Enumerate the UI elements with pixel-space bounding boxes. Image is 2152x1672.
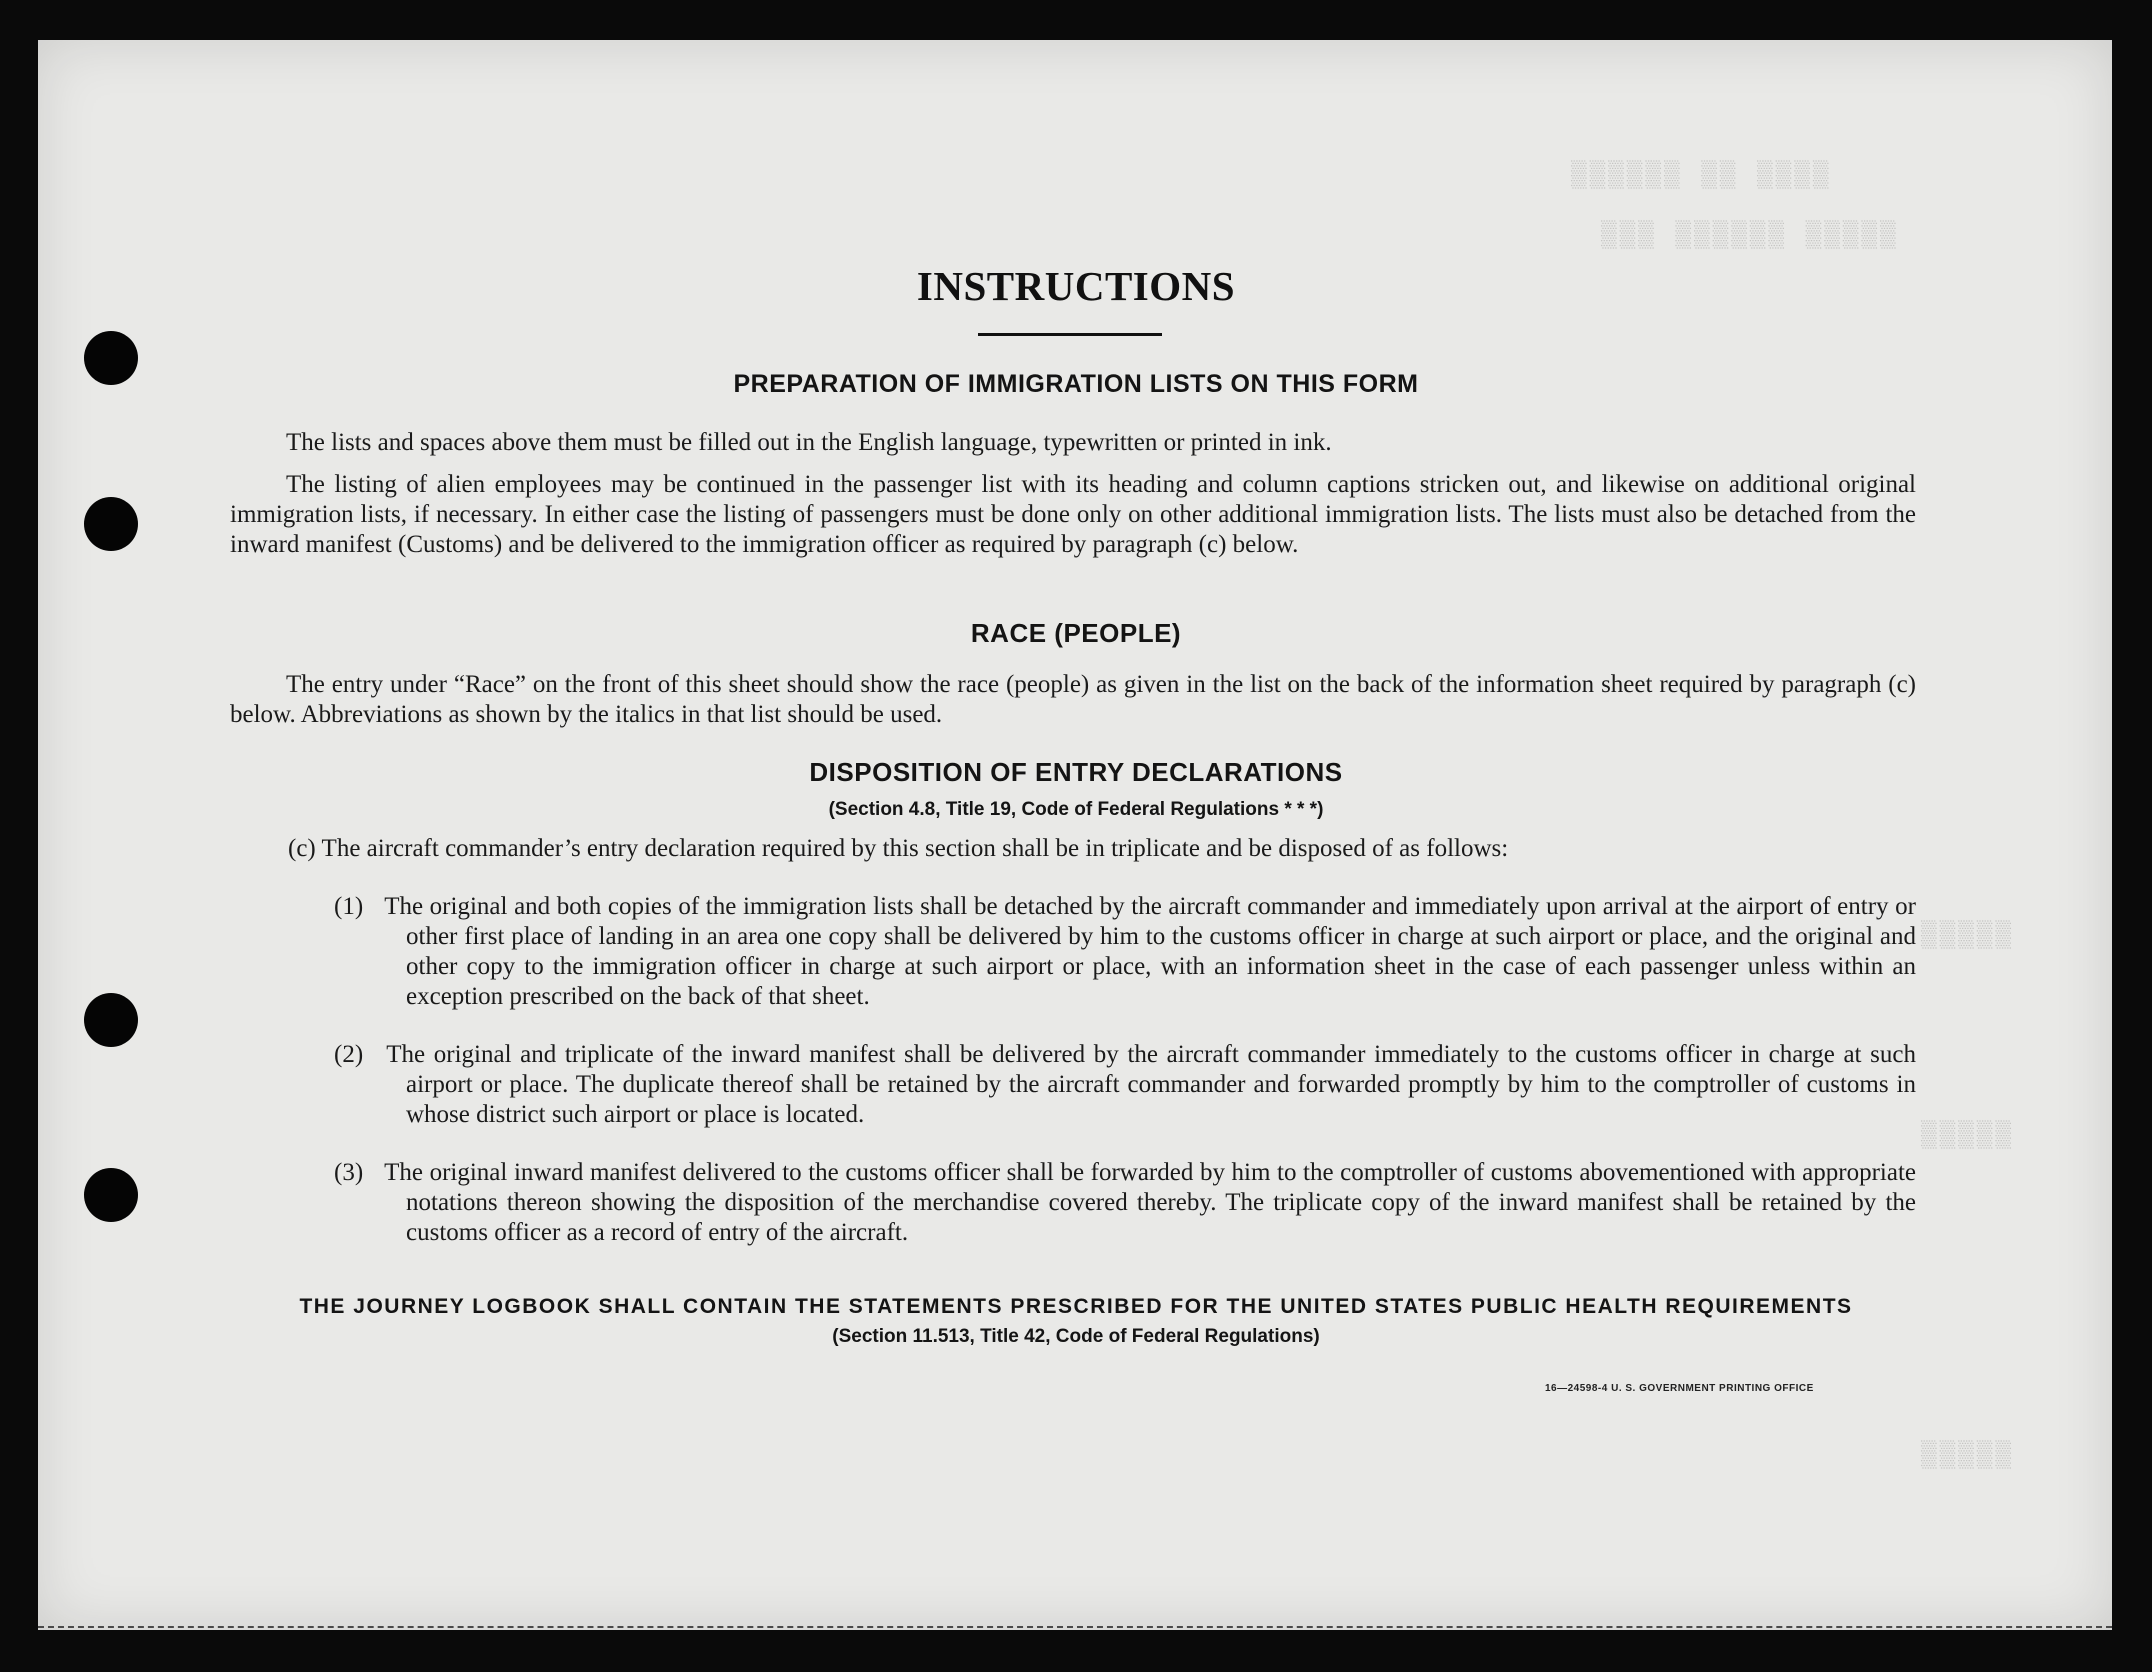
bleed-through-text: ▒▒▒▒▒ ▒▒▒▒▒▒ ▒▒▒ — [1598, 220, 1896, 250]
bleed-through-text: ▒▒▒▒ ▒▒ ▒▒▒▒▒▒ — [1568, 160, 1829, 190]
page-title: INSTRUCTIONS — [916, 263, 1236, 309]
item-text: The original and triplicate of the inward manifest shall be delivered by the aircraft commander immediately to the customs officer in charge at such airport or place. The duplicate thereof shall be retained by the aircraft commander and forwarded promptly by him to the comptroller of customs in whose district such airport or place is located. — [386, 1041, 1916, 1128]
preparation-paragraph-1: The lists and spaces above them must be filled out in the English language, typewritten or printed in ink. — [286, 429, 1332, 456]
printing-office-code: 16—24598-4 U. S. GOVERNMENT PRINTING OFFICE — [1545, 1383, 1814, 1394]
disposition-item — [334, 892, 1916, 1012]
item-text: The original and both copies of the immigration lists shall be detached by the aircraft commander and immediately upon arrival at the airport of entry or other first place of landing in an area one copy shall be delivered by him to the customs officer in charge at such airport or place, and the original and other copy to the immigration officer in charge at such airport or place, with an information sheet in the case of each passenger unless within an exception prescribed on the back of that sheet. — [384, 893, 1916, 1010]
title-underline — [978, 333, 1162, 336]
race-paragraph: The entry under “Race” on the front of this sheet should show the race (people) as given in the list on the back of the information sheet required by paragraph (c) below. Abbreviations as shown by the italics in that list should be used. — [230, 671, 1916, 728]
item-text: The original inward manifest delivered to the customs officer shall be forwarded by him to the comptroller of customs abovementioned with appropriate notations thereon showing the disposition of the merchandise covered thereby. The triplicate copy of the inward manifest shall be retained by the customs officer as a record of entry of the aircraft. — [384, 1159, 1916, 1246]
punch-hole — [84, 993, 138, 1047]
public-health-heading: THE JOURNEY LOGBOOK SHALL CONTAIN THE STATEMENTS PRESCRIBED FOR THE UNITED STATES PUBLIC HEALTH REQUIREMENTS — [299, 1295, 1853, 1318]
race-heading: RACE (PEOPLE) — [970, 618, 1182, 648]
public-health-citation: (Section 11.513, Title 42, Code of Federal Regulations) — [832, 1326, 1320, 1347]
preparation-paragraph-2: The listing of alien employees may be continued in the passenger list with its heading and column captions stricken out, and likewise on additional original immigration lists, if necessary. In either case the listing of passengers must be done only on other additional immigration lists. The lists must also be detached from the inward manifest (Customs) and be delivered to the immigration officer as required by paragraph (c) below. — [230, 471, 1916, 558]
perforation-line — [38, 1626, 2112, 1628]
disposition-intro: (c) The aircraft commander’s entry declaration required by this section shall be in triplicate and be disposed of as follows: — [288, 835, 1509, 862]
item-number: (1) — [334, 893, 364, 920]
disposition-item — [334, 1040, 1916, 1130]
disposition-citation: (Section 4.8, Title 19, Code of Federal Regulations * * *) — [828, 799, 1324, 820]
disposition-item — [334, 1158, 1916, 1248]
punch-hole — [84, 497, 138, 551]
item-number: (3) — [334, 1159, 364, 1186]
bleed-through-text: ▒▒▒▒▒ — [1918, 1120, 2012, 1150]
bleed-through-text: ▒▒▒▒▒ — [1918, 920, 2012, 950]
bleed-through-text: ▒▒▒▒▒ — [1918, 1440, 2012, 1470]
item-number: (2) — [334, 1041, 364, 1068]
disposition-heading: DISPOSITION OF ENTRY DECLARATIONS — [809, 757, 1343, 787]
preparation-heading: PREPARATION OF IMMIGRATION LISTS ON THIS FORM — [733, 370, 1419, 398]
punch-hole — [84, 1168, 138, 1222]
